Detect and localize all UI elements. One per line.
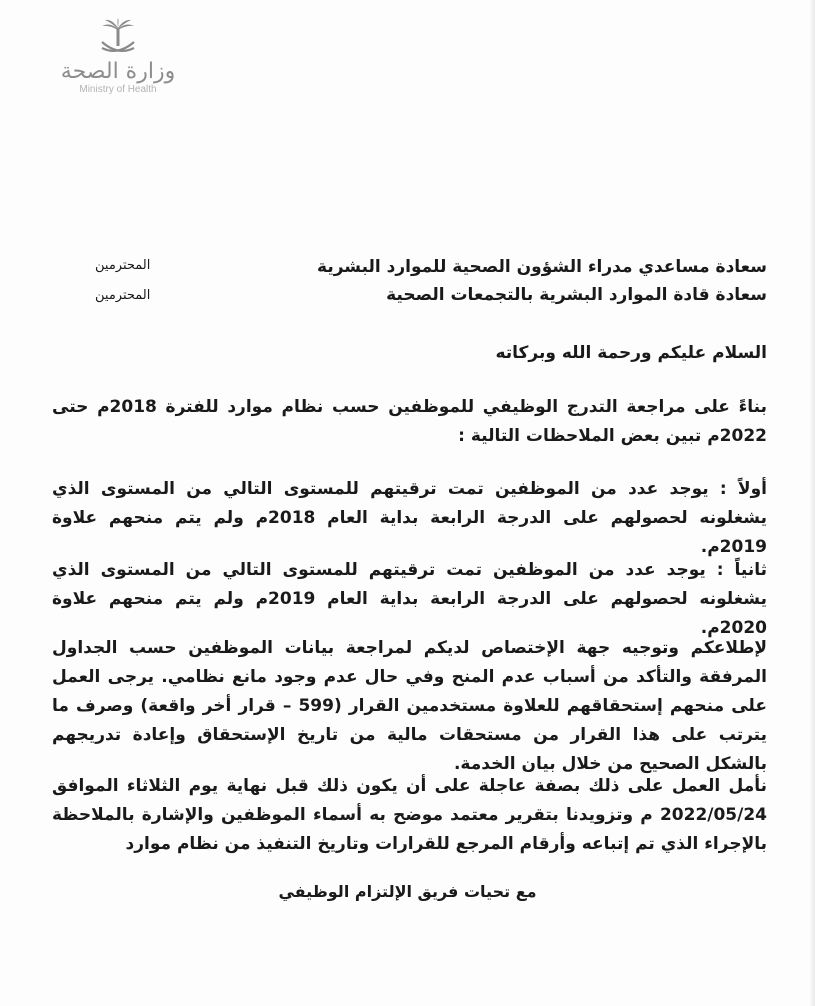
- logo-arabic-name: وزارة الصحة: [60, 59, 176, 84]
- addressee-honorific-2: المحترمين: [95, 288, 151, 303]
- palm-swords-emblem-icon: [94, 18, 142, 58]
- logo-english-name: Ministry of Health: [79, 84, 157, 95]
- ministry-logo: [58, 18, 178, 113]
- intro-paragraph: [52, 393, 767, 451]
- instructions-text: لإطلاعكم وتوجيه جهة الإختصاص لديكم لمراجعة بيانات الموظفين حسب الجداول المرفقة والتأكد من أسباب عدم المنح وفي حال عدم وجود مانع نظامي. يرجى العمل على منحهم إستحقاقهم للعلاوة مستخدمين القرار (599 – قرار أخر واقعة) وصرف ما يترتب على هذا القرار من مستحقات مالية من تاريخ الإستحقاق وإعادة تدريجهم بالشكل الصحيح من خلال بيان الخدمة.: [52, 638, 767, 774]
- request-text: نأمل العمل على ذلك بصفة عاجلة على أن يكون ذلك قبل نهاية يوم الثلاثاء الموافق 2022/05/24 م وتزويدنا بتقرير معتمد موضح به أسماء الموظفين والإشارة بالملاحظة بالإجراء الذي تم إتباعه وأرقام المرجع للقرارات وتاريخ التنفيذ من نظام موارد: [52, 776, 767, 854]
- first-point-paragraph: [52, 475, 767, 562]
- first-point-text: أولاً : يوجد عدد من الموظفين تمت ترقيتهم للمستوى التالي من المستوى الذي يشغلونه لحصولهم على الدرجة الرابعة بداية العام 2018م ولم يتم منحهم علاوة 2019م.: [52, 479, 767, 557]
- second-point-paragraph: [52, 556, 767, 643]
- addressee-line-1: سعادة مساعدي مدراء الشؤون الصحية للموارد البشرية: [317, 257, 767, 277]
- page-edge: [809, 0, 815, 1006]
- intro-text: بناءً على مراجعة التدرج الوظيفي للموظفين حسب نظام موارد للفترة 2018م حتى 2022م تبين بعض الملاحظات التالية :: [52, 397, 767, 446]
- addressee-honorific-1: المحترمين: [95, 258, 151, 273]
- second-point-text: ثانياً : يوجد عدد من الموظفين تمت ترقيتهم للمستوى التالي من المستوى الذي يشغلونه لحصولهم على الدرجة الرابعة بداية العام 2019م ولم يتم منحهم علاوة 2020م.: [52, 560, 767, 638]
- closing-signature: مع تحيات فريق الإلتزام الوظيفي: [278, 882, 537, 901]
- greeting: السلام عليكم ورحمة الله وبركاته: [495, 343, 767, 363]
- addressee-line-2: سعادة قادة الموارد البشرية بالتجمعات الصحية: [386, 285, 767, 305]
- request-paragraph: [52, 772, 767, 859]
- instructions-paragraph: [52, 634, 767, 779]
